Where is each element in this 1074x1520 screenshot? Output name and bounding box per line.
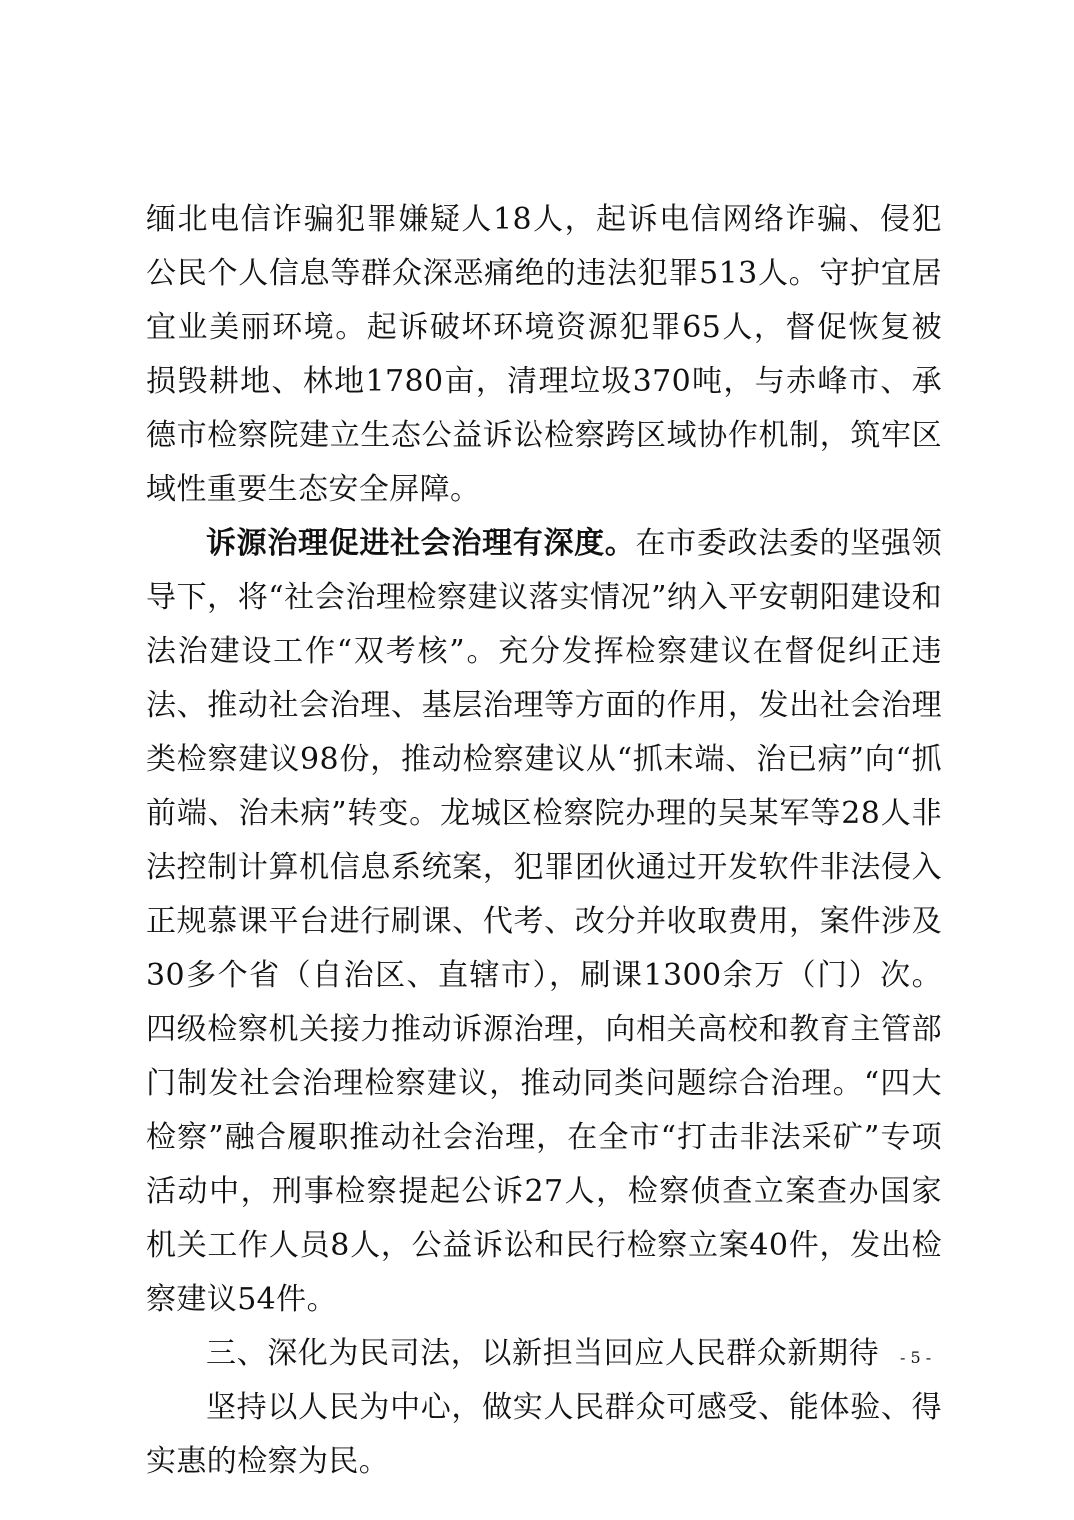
paragraph-text: 坚持以人民为中心，做实人民群众可感受、能体验、得实惠的检察为民。 xyxy=(146,1390,942,1479)
paragraph-lead-heading: 诉源治理促进社会治理有深度。 xyxy=(206,526,636,561)
paragraph-social-governance xyxy=(146,517,942,1327)
document-body xyxy=(146,193,942,1489)
paragraph-text: 在市委政法委的坚强领导下，将“社会治理检察建议落实情况”纳入平安朝阳建设和法治建设工作“双考核”。充分发挥检察建议在督促纠正违法、推动社会治理、基层治理等方面的作用，发出社会治理类检察建议98份，推动检察建议从“抓末端、治已病”向“抓前端、治未病”转变。龙城区检察院办理的吴某军等28人非法控制计算机信息系统案，犯罪团伙通过开发软件非法侵入正规慕课平台进行刷课、代考、改分并收取费用，案件涉及30多个省（自治区、直辖市），刷课1300余万（门）次。四级检察机关接力推动诉源治理，向相关高校和教育主管部门制发社会治理检察建议，推动同类问题综合治理。“四大检察”融合履职推动社会治理，在全市“打击非法采矿”专项活动中，刑事检察提起公诉27人，检察侦查立案查办国家机关工作人员8人，公益诉讼和民行检察立案40件，发出检察建议54件。 xyxy=(146,526,943,1317)
section-heading: 三、深化为民司法，以新担当回应人民群众新期待 xyxy=(206,1336,880,1371)
paragraph-closing xyxy=(146,1381,942,1489)
paragraph-continuation xyxy=(146,193,942,517)
paragraph-text: 缅北电信诈骗犯罪嫌疑人18人，起诉电信网络诈骗、侵犯公民个人信息等群众深恶痛绝的违法犯罪513人。守护宜居宜业美丽环境。起诉破坏环境资源犯罪65人，督促恢复被损毁耕地、林地1780亩，清理垃圾370吨，与赤峰市、承德市检察院建立生态公益诉讼检察跨区域协作机制，筑牢区域性重要生态安全屏障。 xyxy=(146,202,942,507)
page-number: - 5 - xyxy=(900,1348,932,1367)
